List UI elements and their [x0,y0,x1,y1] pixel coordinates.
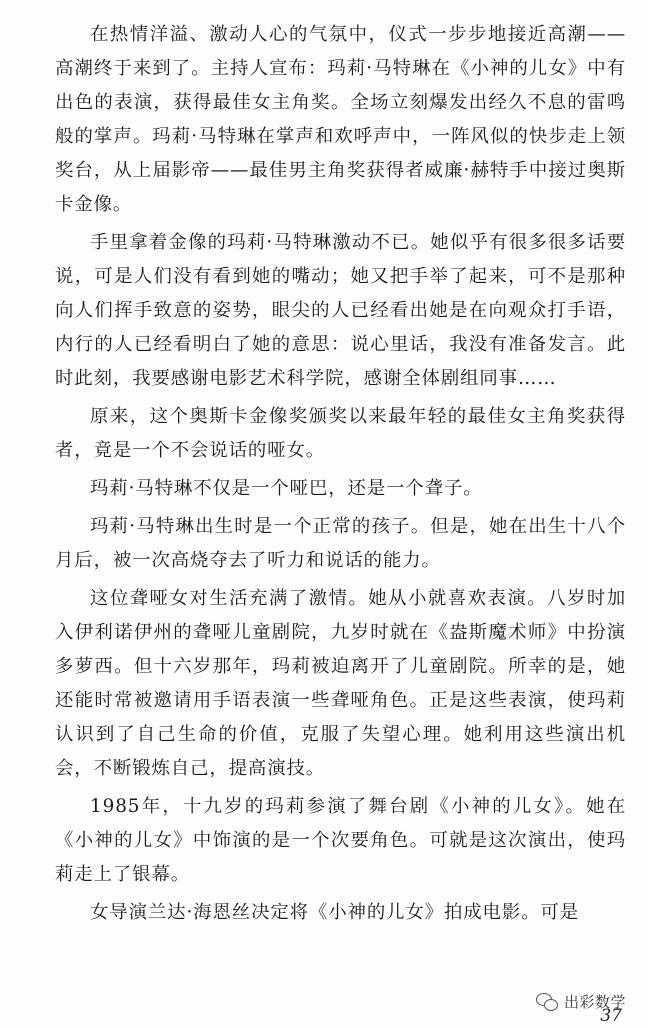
wechat-icon [536,993,558,1011]
paragraph: 1985年，十九岁的玛莉参演了舞台剧《小神的儿女》。她在《小神的儿女》中饰演的是一个次要角色。可就是这次演出，使玛莉走上了银幕。 [55,796,626,885]
watermark-text: 出彩数学 [563,993,626,1011]
paragraph: 这位聋哑女对生活充满了激情。她从小就喜欢表演。八岁时加入伊利诺伊州的聋哑儿童剧院，九岁时就在《盎斯魔术师》中扮演多萝西。但十六岁那年，玛莉被迫离开了儿童剧院。所幸的是，她还能时常被邀请用手语表演一些聋哑角色。正是这些表演，使玛莉认识到了自己生命的价值，克服了失望心理。她利用这些演出机会，不断锻炼自己，提高演技。 [55,588,626,779]
page-number: 37 [600,1006,622,1026]
paragraph: 女导演兰达·海恩丝决定将《小神的儿女》拍成电影。可是 [90,902,580,923]
paragraph: 在热情洋溢、激动人心的气氛中，仪式一步步地接近高潮——高潮终于来到了。主持人宣布：玛莉·马特琳在《小神的儿女》中有出色的表演，获得最佳女主角奖。全场立刻爆发出经久不息的雷鸣般的掌声。玛莉·马特琳在掌声和欢呼声中，一阵风似的快步走上领奖台，从上届影帝——最佳男主角奖获得者威廉·赫特手中接过奥斯卡金像。 [55,24,626,215]
paragraph: 玛莉·马特琳出生时是一个正常的孩子。但是，她在出生十八个月后，被一次高烧夺去了听力和说话的能力。 [55,516,626,571]
paragraph: 手里拿着金像的玛莉·马特琳激动不已。她似乎有很多很多话要说，可是人们没有看到她的嘴动；她又把手举了起来，可不是那种向人们挥手致意的姿势，眼尖的人已经看出她是在向观众打手语，内行的人已经看明白了她的意思：说心里话，我没有准备发言。此时此刻，我要感谢电影艺术科学院，感谢全体剧组同事…… [55,232,626,389]
paragraph: 玛莉·马特琳不仅是一个哑巴，还是一个聋子。 [90,478,483,499]
paragraph: 原来，这个奥斯卡金像奖颁奖以来最年轻的最佳女主角奖获得者，竟是一个不会说话的哑女。 [55,406,626,461]
